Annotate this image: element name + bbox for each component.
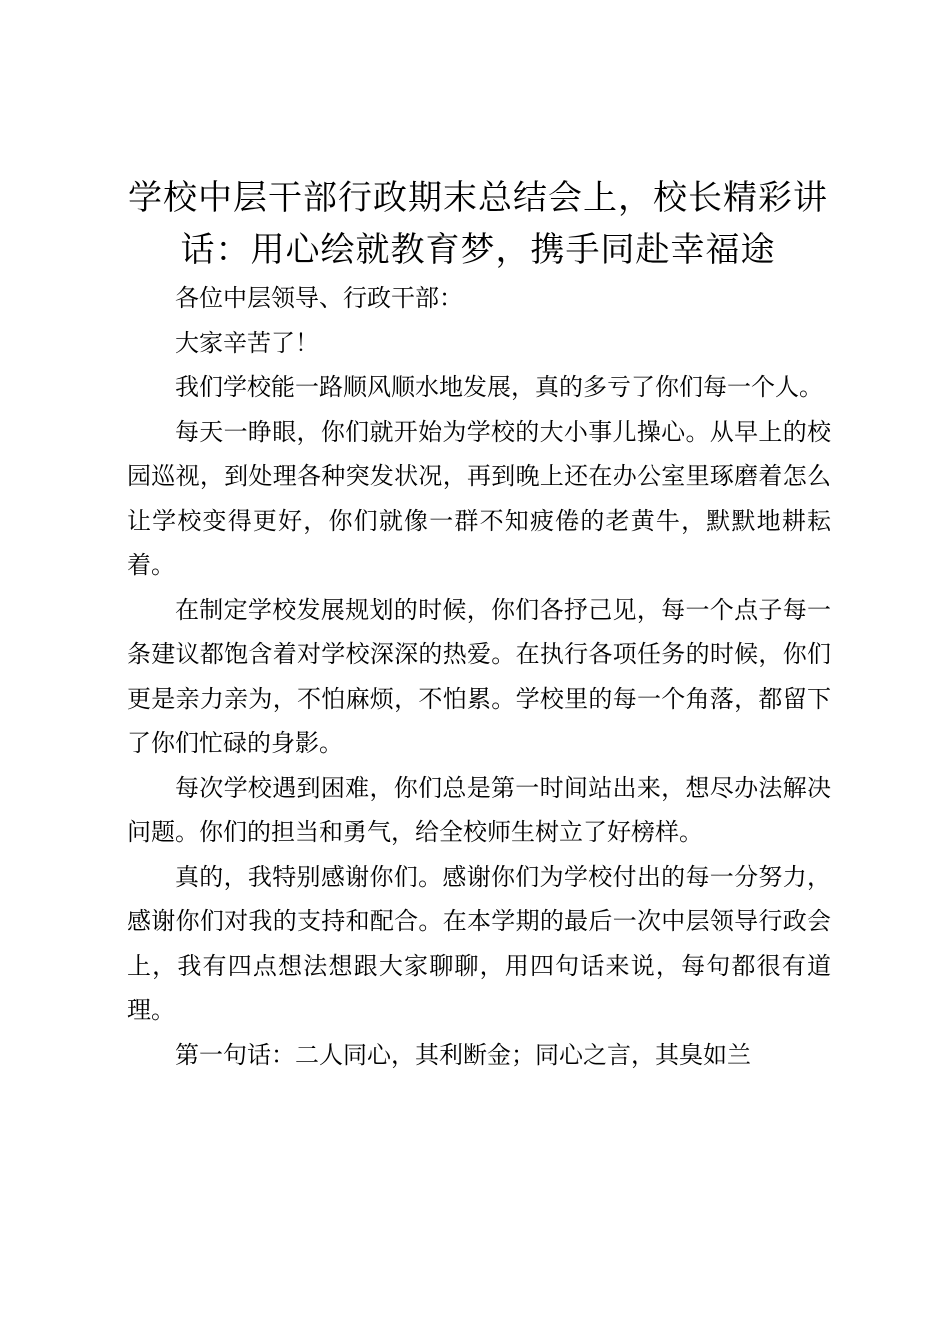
body-paragraph: 我们学校能一路顺风顺水地发展，真的多亏了你们每一个人。 (175, 373, 823, 401)
greeting-paragraph: 大家辛苦了！ (175, 328, 319, 357)
section-heading-paragraph: 第一句话：二人同心，其利断金；同心之言，其臭如兰 (175, 1040, 751, 1069)
body-paragraph: 每天一睁眼，你们就开始为学校的大小事儿操心。从早上的校园巡视，到处理各种突发状况，再到晚上还在办公室里琢磨着怎么让学校变得更好，你们就像一群不知疲倦的老黄牛，默默地耕耘着。 (127, 417, 831, 579)
salutation-paragraph: 各位中层领导、行政干部： (175, 284, 463, 312)
body-paragraph: 在制定学校发展规划的时候，你们各抒己见，每一个点子每一条建议都饱含着对学校深深的热爱。在执行各项任务的时候，你们更是亲力亲为，不怕麻烦，不怕累。学校里的每一个角落，都留下了你们忙碌的身影。 (127, 595, 831, 757)
body-paragraph: 每次学校遇到困难，你们总是第一时间站出来，想尽办法解决问题。你们的担当和勇气，给全校师生树立了好榜样。 (127, 773, 831, 846)
document-body (127, 276, 831, 1077)
body-paragraph: 真的，我特别感谢你们。感谢你们为学校付出的每一分努力，感谢你们对我的支持和配合。在本学期的最后一次中层领导行政会上，我有四点想法想跟大家聊聊，用四句话来说，每句都很有道理。 (127, 862, 831, 1024)
document-title: 学校中层干部行政期末总结会上，校长精彩讲话：用心绘就教育梦，携手同赴幸福途 (128, 178, 828, 270)
